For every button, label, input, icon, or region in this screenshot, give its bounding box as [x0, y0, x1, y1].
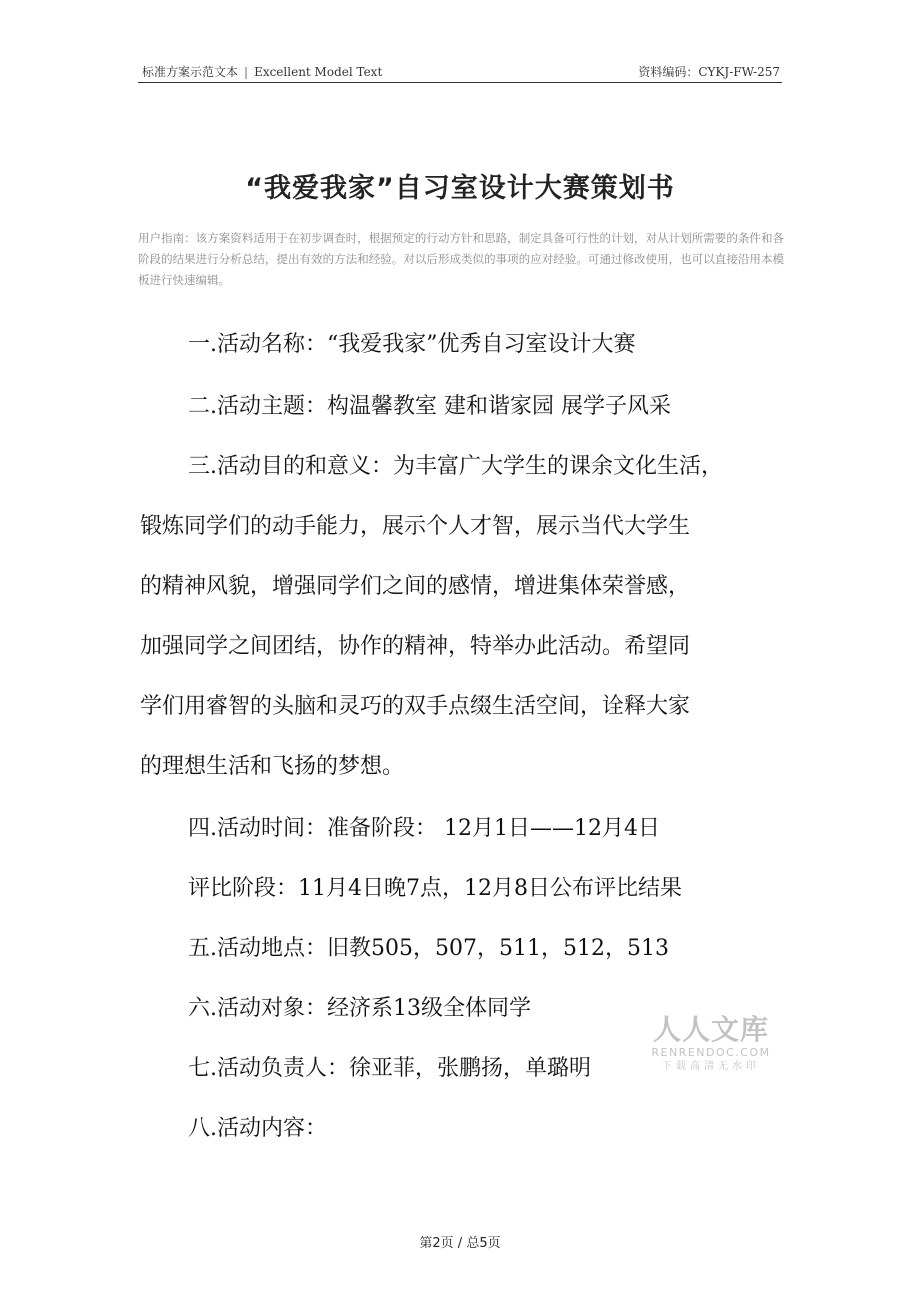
- body-line-purpose-3: 的精神风貌，增强同学们之间的感情，增进集体荣誉感，: [140, 574, 691, 599]
- document-title: “我爱我家”自习室设计大赛策划书: [245, 173, 675, 204]
- body-line-purpose-5: 学们用睿智的头脑和灵巧的双手点缀生活空间，诠释大家: [140, 694, 691, 719]
- body-line-activity-time: 四.活动时间：准备阶段： 12月1日——12月4日: [188, 816, 660, 841]
- header-title-en: Excellent Model Text: [254, 65, 383, 79]
- body-line-activity-name: 一.活动名称：“我爱我家”优秀自习室设计大赛: [188, 332, 636, 357]
- watermark-logo-text: 人人文库: [652, 1013, 769, 1046]
- watermark-slogan: 下载高清无水印: [662, 1061, 760, 1072]
- body-line-activity-participants: 六.活动对象：经济系13级全体同学: [188, 996, 531, 1021]
- body-line-purpose-6: 的理想生活和飞扬的梦想。: [140, 754, 405, 779]
- watermark-url: RENRENDOC.COM: [651, 1046, 771, 1059]
- user-guide-paragraph: 用户指南：该方案资料适用于在初步调查时，根据预定的行动方针和思路，制定具备可行性的计划，对从计划所需要的条件和各阶段的结果进行分析总结，提出有效的方法和经验。对以后形成类似的事项的应对经验。可通过修改使用，也可以直接沿用本模板进行快速编辑。: [138, 231, 784, 287]
- body-line-activity-leaders: 七.活动负责人：徐亚菲，张鹏扬，单璐明: [188, 1056, 591, 1081]
- header-document-code: 资料编码：CYKJ-FW-257: [638, 65, 780, 79]
- body-line-activity-content: 八.活动内容：: [188, 1116, 327, 1141]
- page-number: 第2页 / 总5页: [419, 1236, 501, 1251]
- header-title-cn: 标准方案示范文本: [142, 65, 239, 79]
- body-line-purpose-4: 加强同学之间团结，协作的精神，特举办此活动。希望同: [140, 634, 691, 659]
- watermark: [648, 1014, 774, 1074]
- body-line-purpose-2: 锻炼同学们的动手能力，展示个人才智，展示当代大学生: [140, 514, 691, 539]
- page-header: [138, 60, 782, 83]
- header-left: [142, 63, 382, 80]
- body-line-judging-time: 评比阶段：11月4日晚7点，12月8日公布评比结果: [188, 876, 682, 901]
- body-line-activity-theme: 二.活动主题：构温馨教室 建和谐家园 展学子风采: [188, 394, 671, 419]
- header-separator: |: [244, 65, 249, 79]
- body-line-purpose-1: 三.活动目的和意义：为丰富广大学生的课余文化生活，: [188, 454, 723, 479]
- body-line-activity-location: 五.活动地点：旧教505，507，511，512，513: [188, 936, 669, 961]
